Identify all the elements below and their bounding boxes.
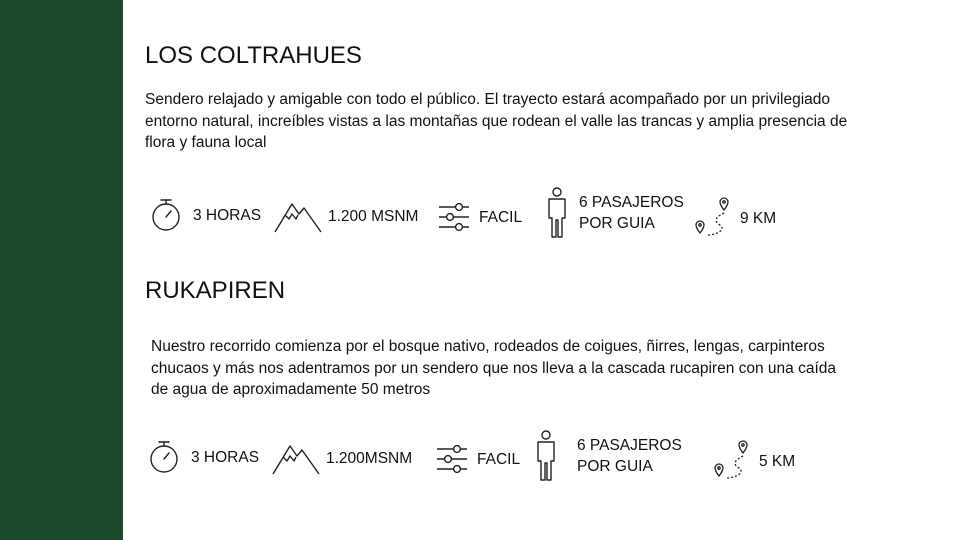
trail-description-rukapiren: Nuestro recorrido comienza por el bosque nativo, rodeados de coigues, ñirres, lengas, carpinteros chucaos y más nos adentramos por un sendero que nos lleva a la cascada rucapiren con una caída de agua de aproximadamente 50 metros bbox=[151, 338, 837, 398]
sidebar-band bbox=[0, 0, 123, 540]
trail-title-rukapiren: RUKAPIREN bbox=[145, 277, 286, 304]
sliders-icon bbox=[438, 202, 470, 232]
difficulty-label: FACIL bbox=[477, 450, 521, 468]
distance-label: 9 KM bbox=[740, 209, 777, 227]
group-size-line-2: POR GUIA bbox=[579, 215, 655, 232]
mountain-icon bbox=[274, 198, 322, 234]
difficulty-label: FACIL bbox=[479, 208, 523, 226]
group-size-stat bbox=[546, 187, 699, 239]
distance-label: 5 KM bbox=[759, 452, 796, 470]
sliders-icon bbox=[436, 444, 468, 474]
route-icon bbox=[712, 440, 748, 482]
stopwatch-icon bbox=[150, 198, 182, 232]
group-size-label bbox=[579, 192, 699, 234]
altitude-label: 1.200 MSNM bbox=[328, 207, 419, 225]
distance-stat bbox=[712, 440, 795, 482]
duration-stat bbox=[150, 198, 261, 232]
group-size-stat bbox=[535, 430, 697, 482]
altitude-stat bbox=[272, 440, 412, 476]
trail-title-coltrahues: LOS COLTRAHUES bbox=[145, 42, 362, 69]
group-size-line-1: 6 PASAJEROS bbox=[577, 437, 682, 454]
trail-description-coltrahues: Sendero relajado y amigable con todo el público. El trayecto estará acompañado por un privilegiado entorno natural, increíbles vistas a las montañas que rodean el valle las trancas y amplia presencia de flora y fauna local bbox=[145, 91, 848, 151]
duration-label: 3 HORAS bbox=[191, 448, 260, 466]
altitude-stat bbox=[274, 198, 418, 234]
person-icon bbox=[535, 430, 557, 482]
person-icon bbox=[546, 187, 568, 239]
difficulty-stat bbox=[438, 202, 522, 232]
mountain-icon bbox=[272, 440, 320, 476]
altitude-label: 1.200MSNM bbox=[326, 449, 413, 467]
route-icon bbox=[693, 197, 729, 239]
group-size-label bbox=[577, 435, 697, 477]
duration-label: 3 HORAS bbox=[193, 206, 262, 224]
group-size-line-1: 6 PASAJEROS bbox=[579, 194, 684, 211]
distance-stat bbox=[693, 197, 776, 239]
group-size-line-2: POR GUIA bbox=[577, 458, 653, 475]
stopwatch-icon bbox=[148, 440, 180, 474]
difficulty-stat bbox=[436, 444, 520, 474]
duration-stat bbox=[148, 440, 259, 474]
